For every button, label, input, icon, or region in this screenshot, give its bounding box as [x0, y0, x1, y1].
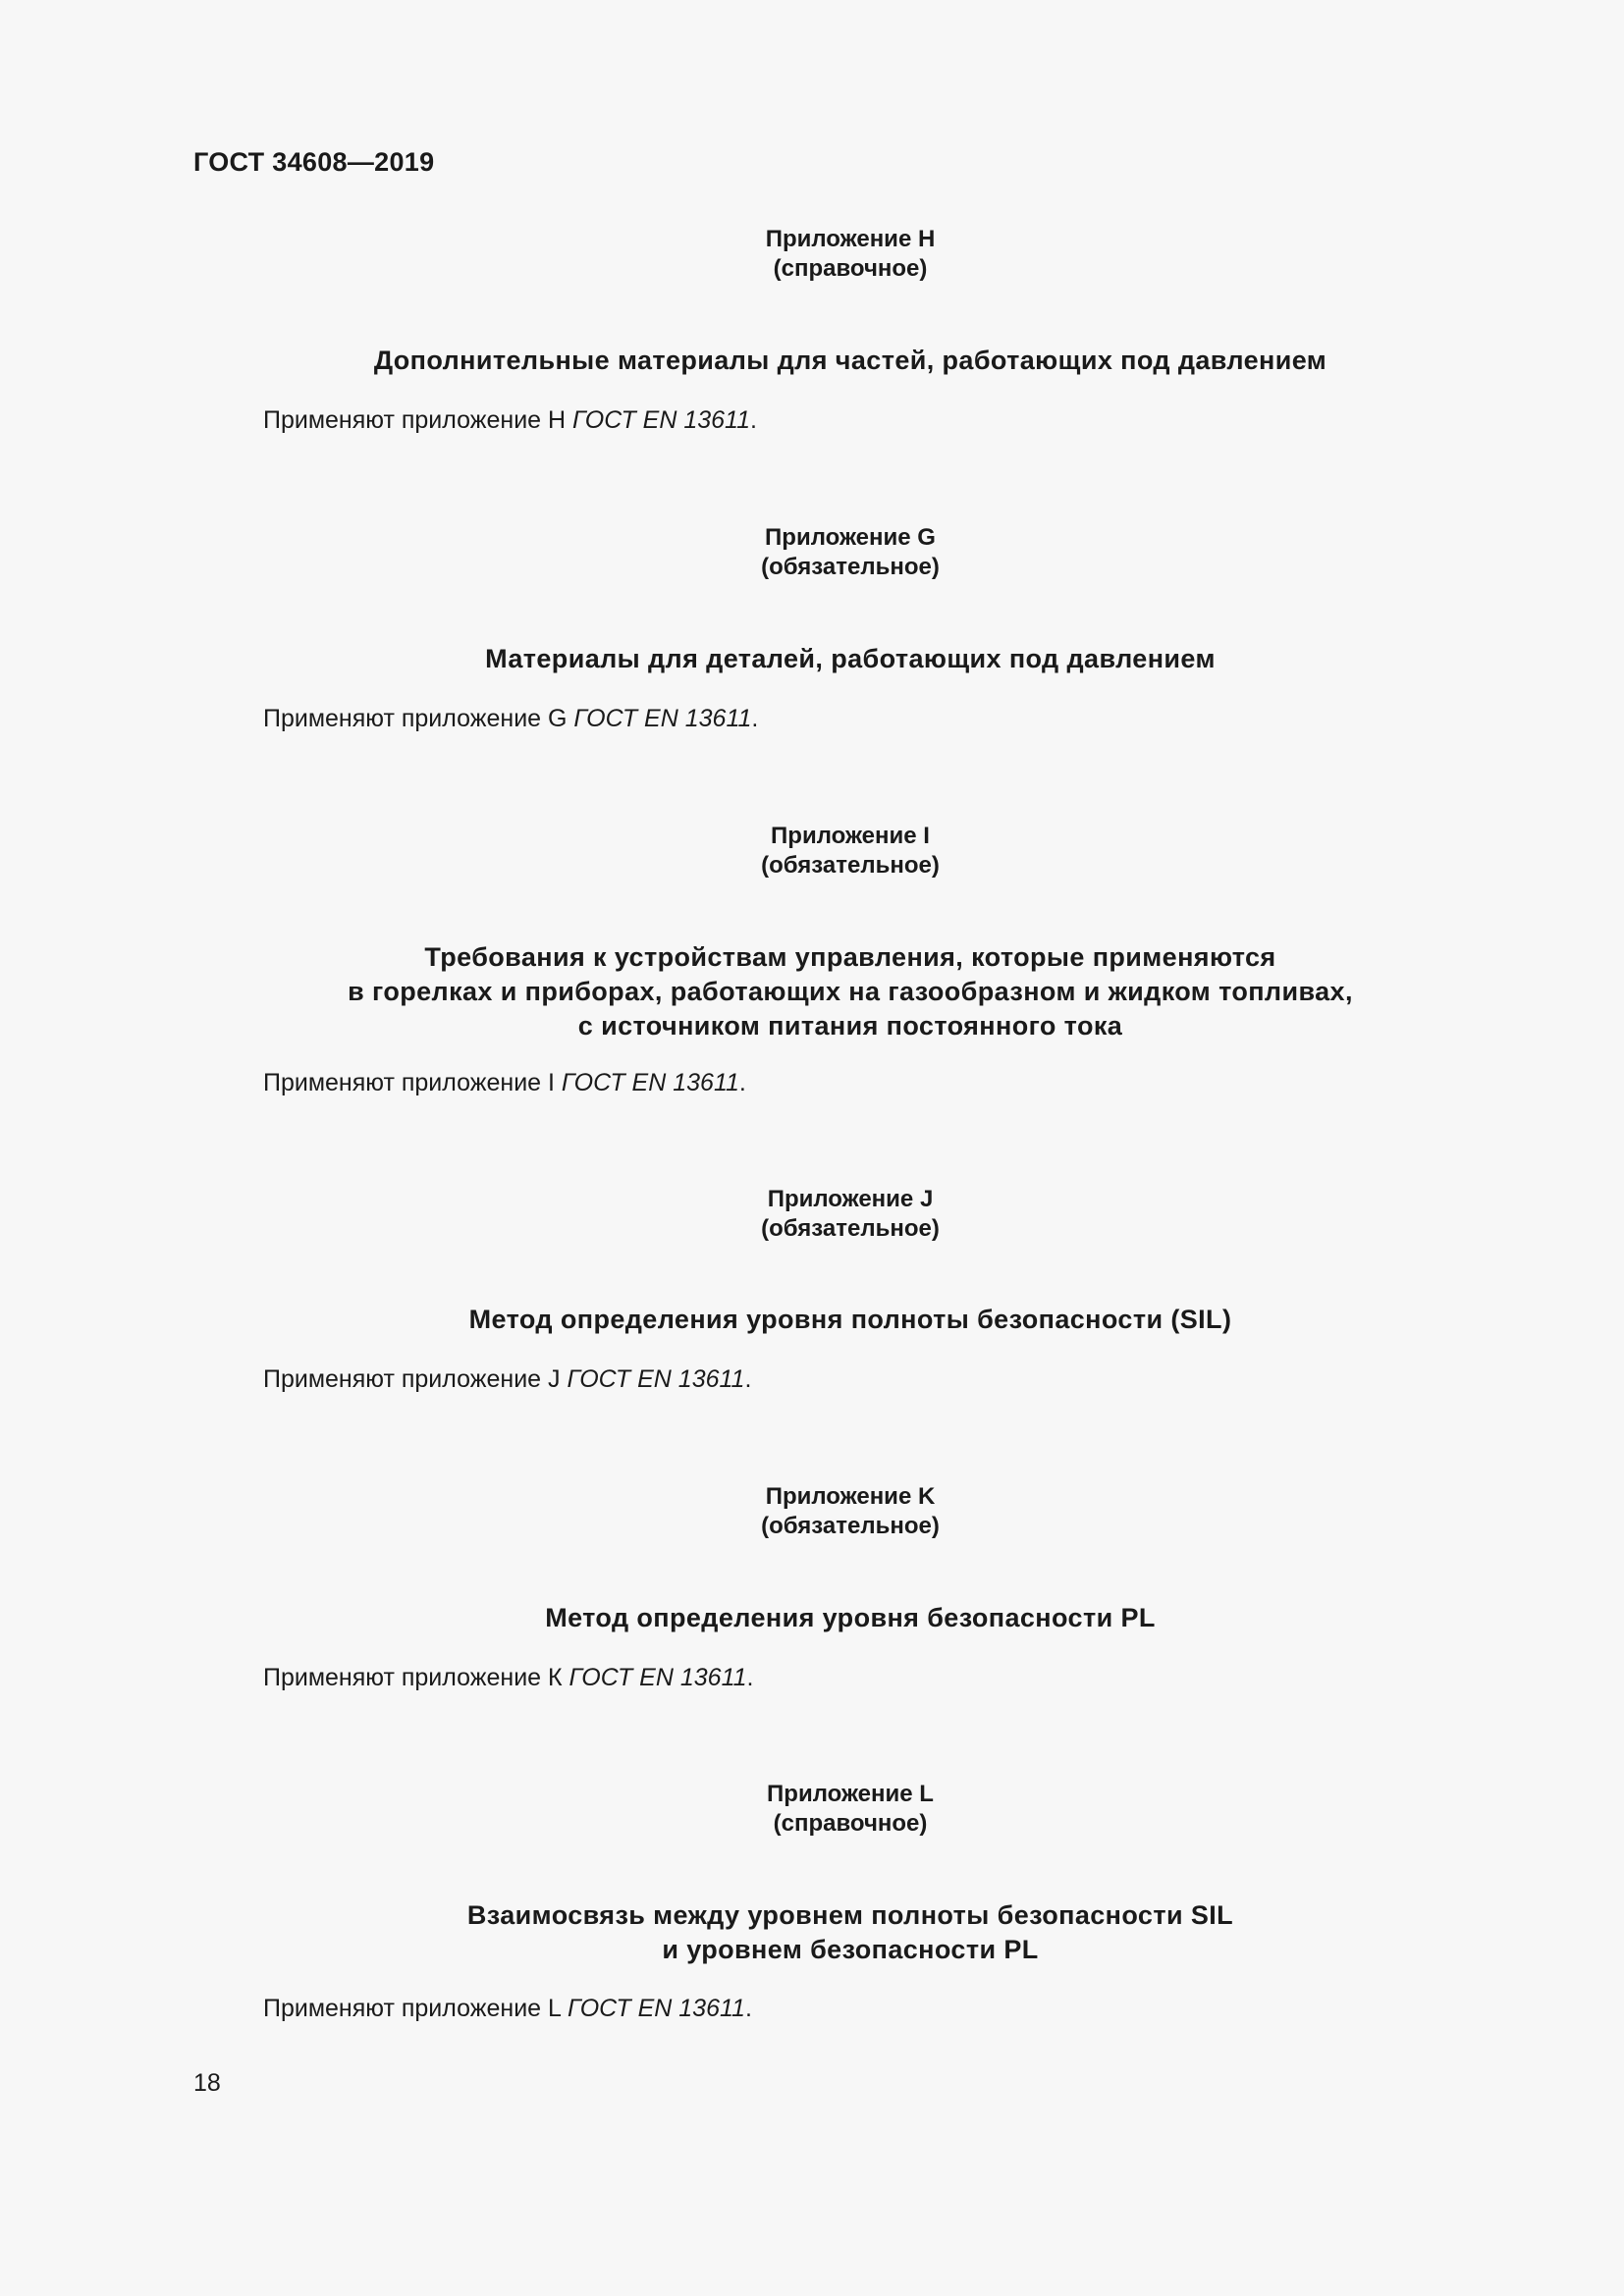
document-code: ГОСТ 34608—2019 [193, 147, 435, 177]
annex-title-line: Взаимосвязь между уровнем полноты безопасности SIL [466, 1900, 1234, 1930]
annex-title-line: Метод определения уровня полноты безопасности (SIL) [468, 1305, 1232, 1334]
annex-body [263, 1993, 752, 2024]
annex-body-text: Применяют приложение J [263, 1365, 568, 1393]
annex-status: (обязательное) [761, 554, 940, 580]
annex-body-end: . [750, 406, 757, 434]
annex-body-end: . [751, 705, 759, 732]
annex-title [0, 642, 1624, 676]
annex-title [0, 1898, 1624, 1967]
annex-body-end: . [744, 1365, 752, 1393]
annex-title-line: с источником питания постоянного тока [577, 1011, 1123, 1041]
annex-body [263, 1067, 746, 1098]
annex-title-line: Дополнительные материалы для частей, работающих под давлением [373, 346, 1327, 375]
annex-title-line: и уровнем безопасности PL [662, 1935, 1039, 1964]
page-number: 18 [193, 2069, 221, 2097]
annex-label: Приложение J [767, 1186, 934, 1212]
annex-title [0, 1601, 1624, 1635]
annex-title-line: Материалы для деталей, работающих под давлением [485, 644, 1216, 673]
annex-status: (обязательное) [761, 852, 940, 879]
standard-reference: ГОСТ EN 13611 [568, 1664, 747, 1691]
annex-body [263, 1363, 751, 1395]
annex-body [263, 404, 757, 436]
annex-label: Приложение Н [765, 226, 936, 252]
annex-body [263, 703, 758, 734]
standard-reference: ГОСТ EN 13611 [567, 1995, 745, 2022]
annex-body-text: Применяют приложение I [263, 1069, 562, 1096]
annex-label: Приложение I [771, 823, 930, 849]
annex-status: (обязательное) [761, 1513, 940, 1539]
annex-title-line: Требования к устройствам управления, которые применяются [424, 942, 1276, 972]
annex-body-text: Применяют приложение Н [263, 406, 573, 434]
annex-body-text: Применяют приложение К [263, 1664, 569, 1691]
standard-reference: ГОСТ EN 13611 [573, 705, 752, 732]
standard-reference: ГОСТ EN 13611 [572, 406, 751, 434]
annex-body-end: . [744, 1995, 752, 2022]
annex-status: (справочное) [773, 255, 928, 282]
annex-label: Приложение K [765, 1483, 936, 1510]
annex-status: (обязательное) [761, 1215, 940, 1242]
annex-label: Приложение L [767, 1781, 934, 1807]
annex-body-text: Применяют приложение G [263, 705, 574, 732]
standard-reference: ГОСТ EN 13611 [567, 1365, 745, 1393]
standard-reference: ГОСТ EN 13611 [561, 1069, 739, 1096]
annex-body [263, 1662, 753, 1693]
annex-title-line: Метод определения уровня безопасности PL [545, 1603, 1156, 1632]
annex-status: (справочное) [773, 1810, 928, 1837]
annex-title-line: в горелках и приборах, работающих на газообразном и жидком топливах, [348, 977, 1353, 1006]
annex-title [0, 344, 1624, 378]
annex-label: Приложение G [765, 524, 936, 551]
annex-title [0, 940, 1624, 1043]
annex-body-end: . [746, 1664, 754, 1691]
annex-body-text: Применяют приложение L [263, 1995, 568, 2022]
annex-title [0, 1303, 1624, 1337]
annex-body-end: . [738, 1069, 746, 1096]
